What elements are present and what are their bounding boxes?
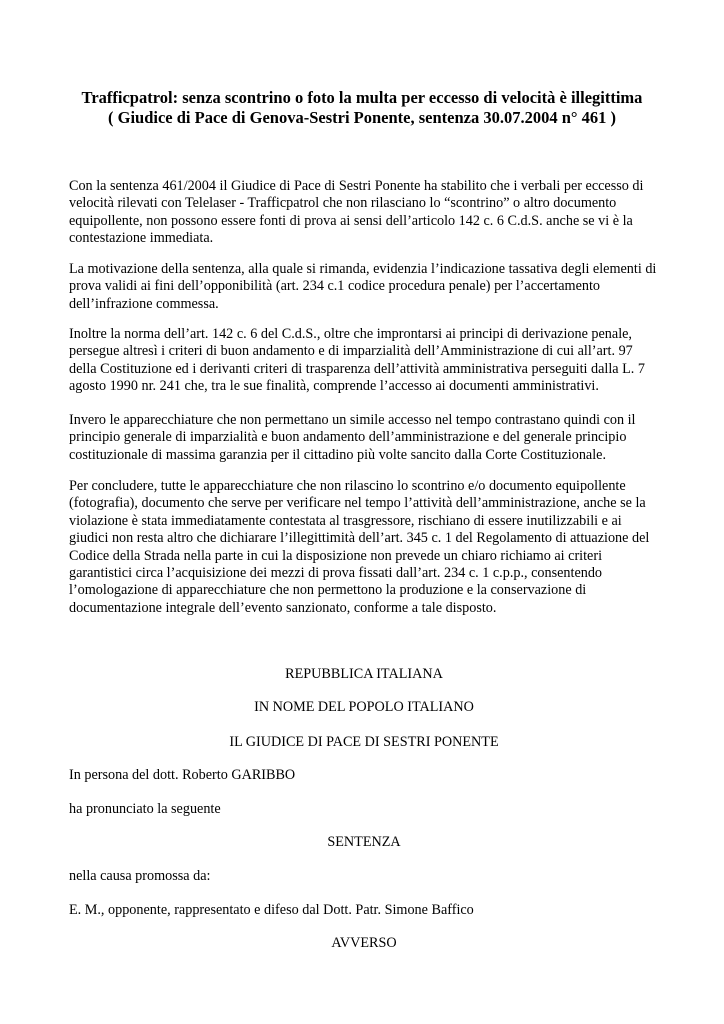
paragraph-1: Con la sentenza 461/2004 il Giudice di Pace di Sestri Ponente ha stabilito che i verbali per eccesso di velocità rilevati con Telelaser - Trafficpatrol che non rilasciano lo “scontrino” o altro documento equipollente, non possono essere fonti di prova ai sensi dell’articolo 142 c. 6 C.d.S. anche se vi è la contestazione immediata. (69, 178, 644, 247)
giudice-heading: IL GIUDICE DI PACE DI SESTRI PONENTE (229, 734, 499, 750)
in-persona-line: In persona del dott. Roberto GARIBBO (69, 767, 296, 783)
sentenza-heading: SENTENZA (327, 834, 401, 850)
in-nome-heading: IN NOME DEL POPOLO ITALIANO (254, 699, 474, 715)
document-subtitle: ( Giudice di Pace di Genova-Sestri Ponente, sentenza 30.07.2004 n° 461 ) (108, 108, 616, 127)
causa-line: nella causa promossa da: (69, 868, 211, 884)
pronunciato-line: ha pronunciato la seguente (69, 801, 221, 817)
avverso-heading: AVVERSO (331, 935, 397, 951)
paragraph-3: Inoltre la norma dell’art. 142 c. 6 del C.d.S., oltre che improntarsi ai principi di derivazione penale, persegue altresì i criteri di buon andamento e di imparzialità dell’Amministrazione di cui all’art. 97 della Costituzione ed i derivanti criteri di trasparenza dell’attività amministrativa perseguiti dalla L. 7 agosto 1990 nr. 241 che, tra le sue finalità, comprende l’accesso ai documenti amministrativi. (69, 326, 645, 395)
paragraph-4: Invero le apparecchiature che non permettano un simile accesso nel tempo contrastano quindi con il principio generale di imparzialità e buon andamento dell’amministrazione e del generale principio costituzionale di massima garanzia per il cittadino più volte sancito dalla Corte Costituzionale. (69, 412, 636, 463)
document-title: Trafficpatrol: senza scontrino o foto la multa per eccesso di velocità è illegittima (81, 88, 643, 107)
paragraph-2: La motivazione della sentenza, alla quale si rimanda, evidenzia l’indicazione tassativa degli elementi di prova validi ai fini dell’opponibilità (art. 234 c.1 codice procedura penale) per l’accertamento dell’infrazione commessa. (69, 261, 657, 312)
republic-heading: REPUBBLICA ITALIANA (285, 666, 443, 682)
paragraph-5: Per concludere, tutte le apparecchiature che non rilascino lo scontrino e/o documento equipollente (fotografia), documento che serve per verificare nel tempo l’attività dell’amministrazione, anche se la violazione è stata immediatamente contestata al trasgressore, rischiano di essere inutilizzabili e ai giudici non resta altro che dichiarare l’illegittimità dell’art. 345 c. 1 del Regolamento di attuazione del Codice della Strada nella parte in cui la disposizione non prevede un chiaro richiamo ai criteri garantistici circa l’acquisizione dei mezzi di prova fissati dall’art. 234 c. 1 c.p.p., consentendo l’omologazione di apparecchiature che non permettono la produzione e la conservazione di documentazione integrale dell’evento sanzionato, conforme a tale disposto. (69, 478, 650, 616)
opponente-line: E. M., opponente, rappresentato e difeso dal Dott. Patr. Simone Baffico (69, 902, 474, 918)
